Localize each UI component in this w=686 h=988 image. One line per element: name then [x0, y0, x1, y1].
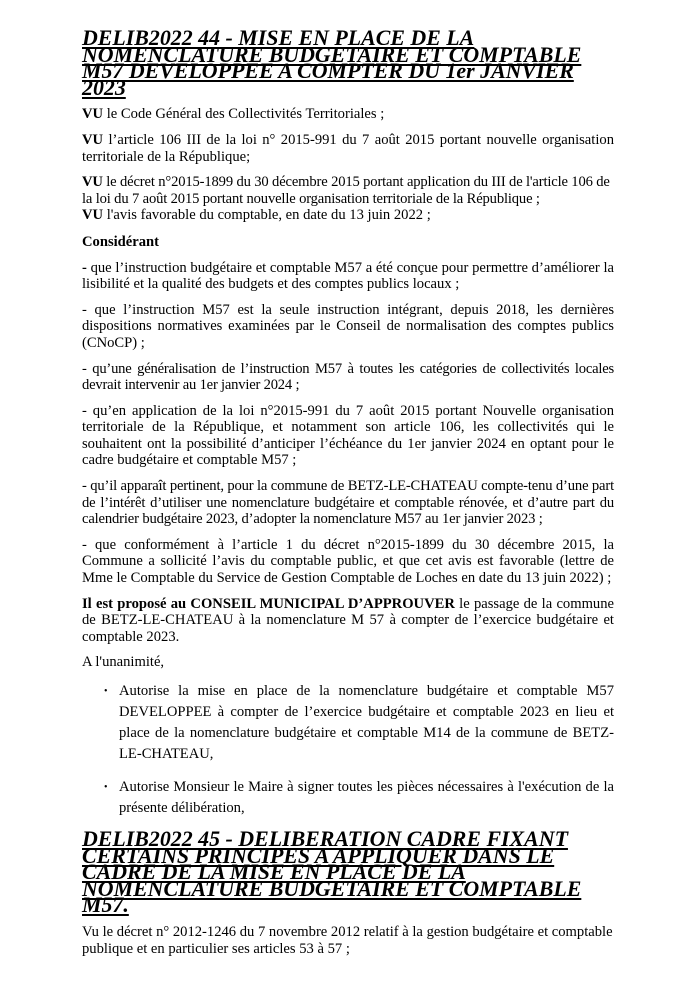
delib45-vu-decret-2012-1246: Vu le décret n° 2012-1246 du 7 novembre 2012 relatif à la gestion budgétaire et comptable publique et en particulier ses articles 53 à 57 ; — [82, 923, 613, 957]
vu-text: l’article 106 III de la loi n° 2015-991 du 7 août 2015 portant nouvelle organisation territoriale de la République; — [82, 131, 614, 165]
vu-lead: VU — [82, 174, 103, 191]
considerant-heading — [82, 234, 614, 251]
decision-item — [82, 777, 614, 819]
bullet-icon: • — [104, 782, 108, 793]
vu-loi-2015-991 — [82, 132, 614, 165]
vu-cgct — [82, 106, 614, 123]
vu-text: le Code Général des Collectivités Territoriales ; — [103, 106, 385, 123]
vu-lead: VU — [82, 131, 104, 148]
vu-avis-comptable — [82, 207, 614, 224]
considerant-item-5: - qu’il apparaît pertinent, pour la commune de BETZ-LE-CHATEAU compte-tenu d’une part de l’intérêt d’utiliser une nomenclature budgétaire et comptable rénovée, et d’autre part du calendrier budgétaire 2023, d’adopter la nomenclature M57 au 1er janvier 2023 ; — [82, 478, 614, 528]
proposal-bold: Il est proposé au CONSEIL MUNICIPAL D’APPROUVER — [82, 595, 455, 612]
considerant-label: Considérant — [82, 233, 160, 250]
considerant-item-6: - que conformément à l’article 1 du décret n°2015-1899 du 30 décembre 2015, la Commune a sollicité l’avis du comptable public, et que cet avis est favorable (lettre de Mme le Comptable du Service de Gestion Comptable de Loches en date du 13 juin 2022) ; — [82, 536, 614, 587]
delib45-title: DELIB2022 45 - DELIBERATION CADRE FIXANT CERTAINS PRINCIPES A APPLIQUER DANS LE CADRE DE LA MISE EN PLACE DE LA NOMENCLATURE BUDGETAIRE ET COMPTABLE M57. — [82, 826, 582, 918]
vu-text: le décret n°2015-1899 du 30 décembre 2015 portant application du III de l'article 106 de la loi du 7 août 2015 portant nouvelle organisation territoriale de la République ; — [82, 174, 610, 207]
vu-lead: VU — [82, 106, 104, 123]
considerant-item-2: - que l’instruction M57 est la seule instruction intégrant, depuis 2018, les dernières dispositions normatives examinées par le Conseil de normalisation des comptes publics (CNoCP) ; — [82, 301, 614, 351]
vu-text: l'avis favorable du comptable, en date du 13 juin 2022 ; — [103, 207, 431, 224]
unanimity-line: A l'unanimité, — [82, 654, 165, 671]
considerant-item-4: - qu’en application de la loi n°2015-991 du 7 août 2015 portant Nouvelle organisation territoriale de la République, et notamment son article 106, les collectivités qui le souhaitent ont la possibilité d’anticiper l’échéance du 1er janvier 2024 en optant pour le cadre budgétaire et comptable M57 ; — [82, 402, 614, 469]
dash-lead: - — [82, 259, 87, 276]
delib44-title: DELIB2022 44 - MISE EN PLACE DE LA NOMENCLATURE BUDGETAIRE ET COMPTABLE M57 DEVELOPPEE A COMPTER DU 1er JANVIER 2023 — [82, 25, 582, 100]
bullet-icon: • — [104, 686, 108, 697]
decision-text: Autorise Monsieur le Maire à signer toutes les pièces nécessaires à l'exécution de la présente délibération, — [119, 779, 614, 816]
proposal-paragraph — [82, 596, 614, 646]
vu-decret-2015-1899 — [82, 174, 614, 207]
decision-text: Autorise la mise en place de la nomenclature budgétaire et comptable M57 DEVELOPPEE à compter de l’exercice budgétaire et comptable 2023 en lieu et place de la nomenclature budgétaire et comptable M14 de la commune de BETZ-LE-CHATEAU, — [119, 683, 614, 762]
proposal-text: le passage de la commune de BETZ-LE-CHATEAU à la nomenclature M 57 à compter de l’exercice budgétaire et comptable 2023. — [82, 595, 615, 645]
decision-list — [82, 681, 614, 819]
considerant-text: que l’instruction budgétaire et comptable M57 a été conçue pour permettre d’améliorer la lisibilité et la qualité des budgets et des comptes publics locaux ; — [82, 259, 614, 293]
considerant-item-1 — [82, 260, 614, 293]
decision-item — [82, 681, 614, 765]
document-page — [82, 25, 615, 957]
considerant-item-3: - qu’une généralisation de l’instruction M57 à toutes les catégories de collectivités locales devrait intervenir au 1er janvier 2024 ; — [82, 360, 614, 394]
vu-lead: VU — [82, 207, 104, 224]
